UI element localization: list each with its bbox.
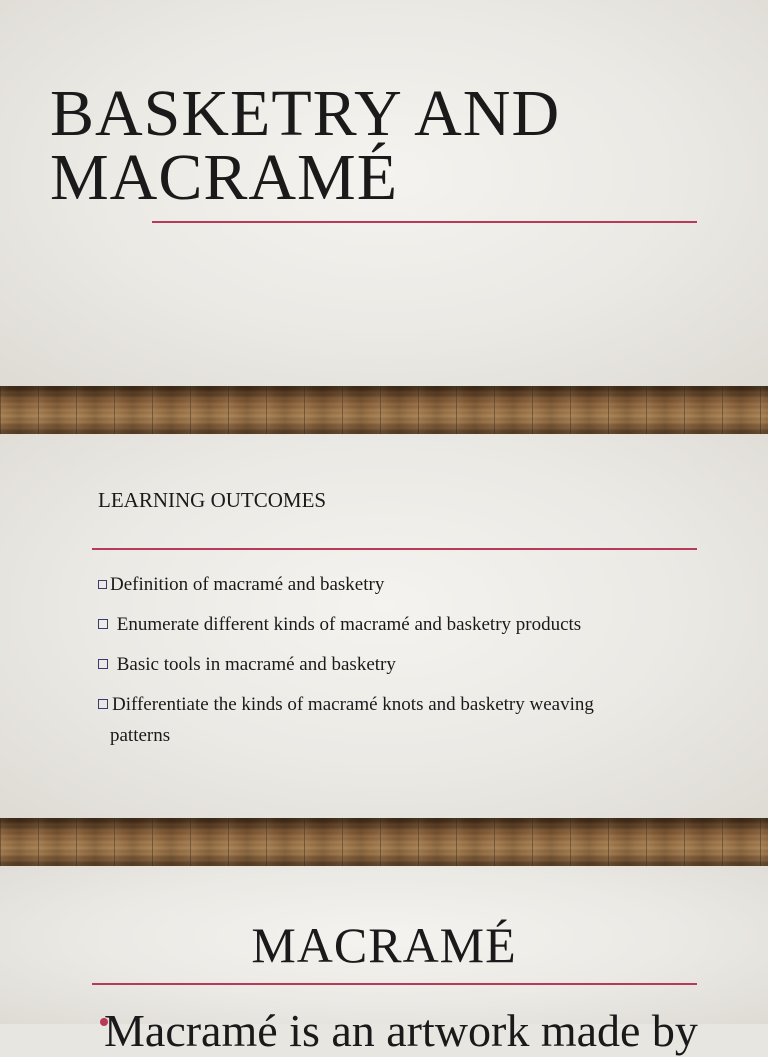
outcome-text: Differentiate the kinds of macramé knots and basketry weaving (112, 694, 594, 715)
wood-floor-divider (0, 386, 768, 434)
list-item (98, 648, 698, 681)
heading-underline (92, 548, 697, 550)
checkbox-bullet-icon (98, 580, 107, 589)
list-item (98, 568, 698, 601)
outcome-text: Enumerate different kinds of macramé and basketry products (112, 614, 582, 635)
presentation-title (50, 77, 561, 214)
outcome-text: Basic tools in macramé and basketry (112, 654, 396, 675)
checkbox-bullet-icon (98, 659, 108, 669)
outcome-text-continuation: patterns (110, 725, 171, 746)
macrame-underline (92, 983, 697, 985)
macrame-heading: MACRAMÉ (251, 917, 517, 973)
title-line-1: BASKETRY AND (50, 77, 561, 150)
title-line-2: MACRAMÉ (50, 141, 399, 214)
list-item (98, 608, 698, 641)
list-item (98, 688, 698, 752)
outcome-text: Definition of macramé and basketry (110, 574, 385, 595)
outcomes-list (98, 568, 698, 759)
learning-outcomes-heading: LEARNING OUTCOMES (98, 488, 327, 512)
title-underline (152, 221, 697, 223)
checkbox-bullet-icon (98, 619, 108, 629)
checkbox-bullet-icon (98, 699, 108, 709)
slide-title (0, 0, 768, 386)
wood-floor-divider (0, 818, 768, 866)
macrame-definition-partial: Macramé is an artwork made by (104, 1005, 698, 1056)
